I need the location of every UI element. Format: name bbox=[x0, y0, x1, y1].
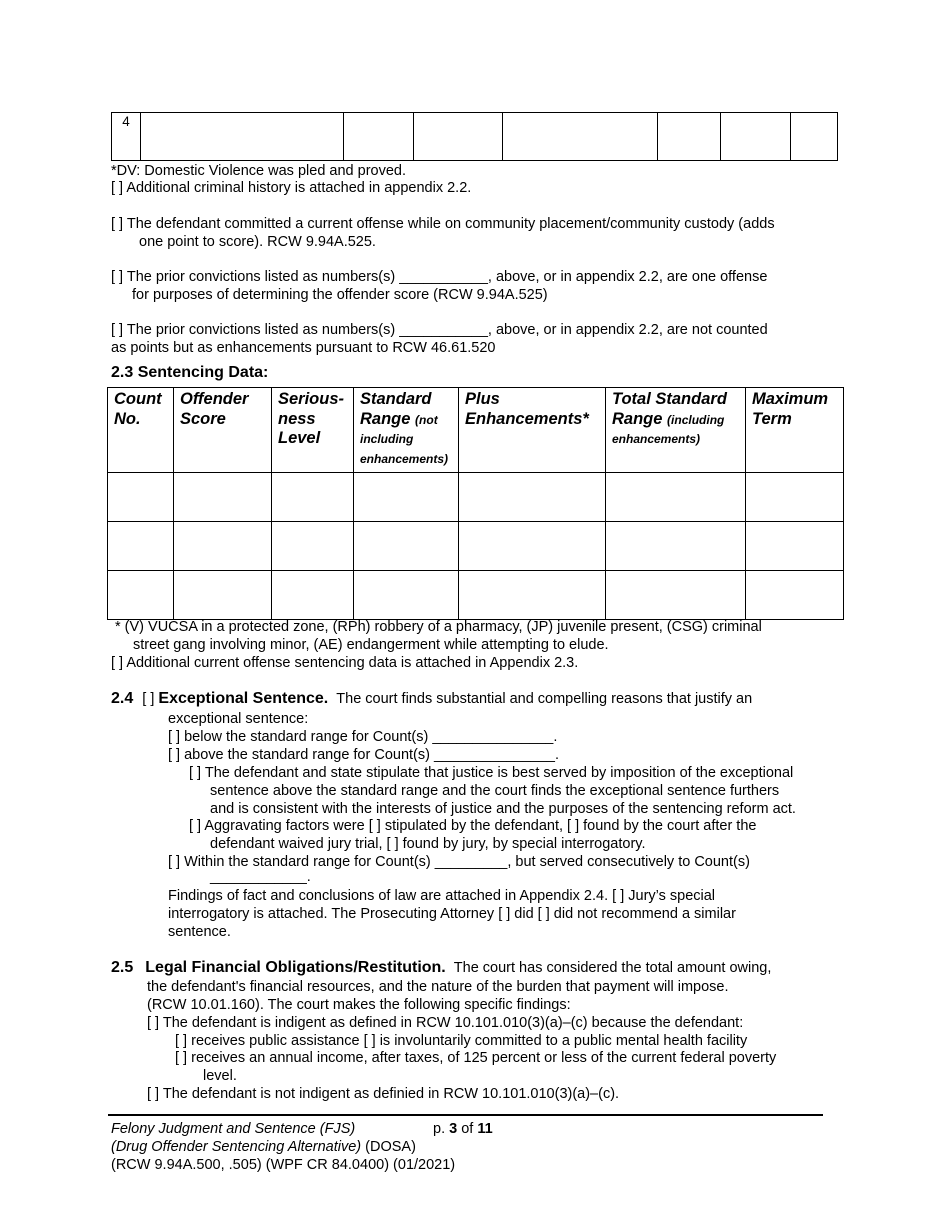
table-cell[interactable] bbox=[141, 113, 344, 161]
header-seriousness-level: Serious-ness Level bbox=[272, 388, 354, 473]
table-row bbox=[108, 522, 844, 571]
table-row bbox=[112, 113, 838, 161]
history-row-number: 4 bbox=[112, 113, 141, 161]
table-cell[interactable] bbox=[503, 113, 658, 161]
footer-subtitle: (Drug Offender Sentencing Alternative) bbox=[111, 1139, 362, 1155]
findings-text: interrogatory is attached. The Prosecuting Attorney [ ] did [ ] did not recommend a similar bbox=[168, 906, 736, 922]
table-cell[interactable] bbox=[174, 571, 272, 620]
footer-divider bbox=[108, 1114, 823, 1116]
aggravating-factors-text: defendant waived jury trial, [ ] found by jury, by special interrogatory. bbox=[210, 836, 646, 852]
lfo-intro-cont: (RCW 10.01.160). The court makes the following specific findings: bbox=[147, 997, 571, 1013]
header-plus-enhancements: Plus Enhancements* bbox=[459, 388, 606, 473]
not-indigent-checkbox[interactable]: [ ] The defendant is not indigent as definied in RCW 10.101.010(3)(a)–(c). bbox=[147, 1086, 620, 1102]
table-cell[interactable] bbox=[459, 522, 606, 571]
table-cell[interactable] bbox=[354, 571, 459, 620]
table-cell[interactable] bbox=[414, 113, 503, 161]
additional-sentencing-checkbox[interactable]: [ ] Additional current offense sentencing data is attached in Appendix 2.3. bbox=[111, 655, 579, 671]
current-page: 3 bbox=[449, 1121, 458, 1137]
within-range-checkbox[interactable]: [ ] Within the standard range for Count(s) _________, but served consecutively to Count(s) bbox=[168, 854, 750, 870]
total-pages: 11 bbox=[477, 1121, 493, 1137]
table-cell[interactable] bbox=[344, 113, 414, 161]
table-header-row bbox=[108, 388, 844, 473]
annual-income-text: level. bbox=[203, 1068, 237, 1084]
sentencing-data-heading: 2.3 Sentencing Data: bbox=[111, 364, 269, 381]
aggravating-factors-checkbox[interactable]: [ ] Aggravating factors were [ ] stipulated by the defendant, [ ] found by the court after the bbox=[189, 818, 757, 834]
exceptional-sentence-intro-cont: exceptional sentence: bbox=[168, 711, 309, 727]
stipulation-text: sentence above the standard range and the court finds the exceptional sentence furthers bbox=[210, 783, 780, 799]
table-cell[interactable] bbox=[174, 522, 272, 571]
table-cell[interactable] bbox=[272, 473, 354, 522]
table-cell[interactable] bbox=[459, 473, 606, 522]
stipulation-checkbox[interactable]: [ ] The defendant and state stipulate that justice is best served by imposition of the exceptional bbox=[189, 765, 794, 781]
page-prefix: p. bbox=[433, 1121, 446, 1137]
table-cell[interactable] bbox=[606, 473, 746, 522]
section-number: 2.4 bbox=[111, 690, 134, 707]
table-cell[interactable] bbox=[354, 473, 459, 522]
table-cell[interactable] bbox=[272, 571, 354, 620]
exceptional-sentence-section bbox=[111, 690, 851, 709]
header-maximum-term: Maximum Term bbox=[746, 388, 844, 473]
lfo-intro: The court has considered the total amount owing, bbox=[453, 960, 772, 976]
annual-income-checkbox[interactable]: [ ] receives an annual income, after taxes, of 125 percent or less of the current federal poverty bbox=[175, 1050, 777, 1066]
table-cell[interactable] bbox=[272, 522, 354, 571]
table-cell[interactable] bbox=[746, 522, 844, 571]
community-custody-checkbox[interactable]: [ ] The defendant committed a current offense while on community placement/community custody (adds bbox=[111, 216, 775, 232]
table-cell[interactable] bbox=[459, 571, 606, 620]
stipulation-text: and is consistent with the interests of justice and the purposes of the sentencing reform act. bbox=[210, 801, 796, 817]
findings-text: Findings of fact and conclusions of law are attached in Appendix 2.4. [ ] Jury’s special bbox=[168, 888, 716, 904]
criminal-history-table bbox=[111, 112, 838, 161]
table-cell[interactable] bbox=[746, 473, 844, 522]
exceptional-sentence-checkbox[interactable]: [ ] bbox=[142, 691, 155, 707]
table-row bbox=[108, 571, 844, 620]
total-range-note: (including enhancements) bbox=[612, 412, 725, 446]
below-range-checkbox[interactable]: [ ] below the standard range for Count(s) _______________. bbox=[168, 729, 558, 745]
table-cell[interactable] bbox=[174, 473, 272, 522]
footer-line-2 bbox=[111, 1139, 416, 1157]
footer-form-title: Felony Judgment and Sentence (FJS) bbox=[111, 1121, 356, 1137]
enhancement-footnote-cont: street gang involving minor, (AE) endangerment while attempting to elude. bbox=[133, 637, 609, 653]
one-offense-checkbox[interactable]: [ ] The prior convictions listed as numbers(s) ___________, above, or in appendix 2.2, are one offense bbox=[111, 269, 768, 285]
not-counted-checkbox[interactable]: [ ] The prior convictions listed as numbers(s) ___________, above, or in appendix 2.2, are not counted bbox=[111, 322, 768, 338]
table-cell[interactable] bbox=[354, 522, 459, 571]
exceptional-sentence-title: Exceptional Sentence. bbox=[158, 690, 329, 707]
footer-citation: (RCW 9.94A.500, .505) (WPF CR 84.0400) (01/2021) bbox=[111, 1157, 456, 1173]
footer-page-number bbox=[433, 1121, 493, 1139]
table-cell[interactable] bbox=[606, 571, 746, 620]
section-number: 2.5 bbox=[111, 959, 134, 976]
consecutive-count-blank[interactable]: ____________. bbox=[210, 869, 311, 885]
table-cell[interactable] bbox=[791, 113, 838, 161]
table-row bbox=[108, 473, 844, 522]
table-cell[interactable] bbox=[108, 522, 174, 571]
enhancement-footnote: * (V) VUCSA in a protected zone, (RPh) robbery of a pharmacy, (JP) juvenile present, (CSG) criminal bbox=[115, 619, 762, 635]
table-cell[interactable] bbox=[658, 113, 721, 161]
header-total-standard-range bbox=[606, 388, 746, 473]
lfo-intro-cont: the defendant's financial resources, and the nature of the burden that payment will impose. bbox=[147, 979, 729, 995]
header-offender-score: Offender Score bbox=[174, 388, 272, 473]
header-standard-range bbox=[354, 388, 459, 473]
standard-range-note: (not including enhancements) bbox=[360, 412, 449, 466]
footer-abbrev: (DOSA) bbox=[365, 1139, 416, 1155]
dv-note: *DV: Domestic Violence was pled and proved. bbox=[111, 163, 406, 179]
additional-history-checkbox[interactable]: [ ] Additional criminal history is attached in appendix 2.2. bbox=[111, 180, 472, 196]
page-of: of bbox=[461, 1121, 474, 1137]
exceptional-sentence-intro: The court finds substantial and compelling reasons that justify an bbox=[336, 691, 753, 707]
table-cell[interactable] bbox=[108, 571, 174, 620]
public-assistance-checkbox[interactable]: [ ] receives public assistance [ ] is involuntarily committed to a public mental health facility bbox=[175, 1033, 748, 1049]
header-count-no: Count No. bbox=[108, 388, 174, 473]
findings-text: sentence. bbox=[168, 924, 231, 940]
standard-range-label: Standard Range bbox=[360, 390, 432, 428]
lfo-title: Legal Financial Obligations/Restitution. bbox=[145, 959, 446, 976]
community-custody-text: one point to score). RCW 9.94A.525. bbox=[139, 234, 376, 250]
table-cell[interactable] bbox=[721, 113, 791, 161]
one-offense-text: for purposes of determining the offender score (RCW 9.94A.525) bbox=[132, 287, 548, 303]
above-range-checkbox[interactable]: [ ] above the standard range for Count(s) _______________. bbox=[168, 747, 559, 763]
table-cell[interactable] bbox=[746, 571, 844, 620]
total-range-label: Total Standard Range bbox=[612, 390, 727, 428]
table-cell[interactable] bbox=[108, 473, 174, 522]
table-cell[interactable] bbox=[606, 522, 746, 571]
lfo-section bbox=[111, 959, 851, 978]
indigent-checkbox[interactable]: [ ] The defendant is indigent as defined in RCW 10.101.010(3)(a)–(c) because the defendant: bbox=[147, 1015, 744, 1031]
not-counted-text: as points but as enhancements pursuant to RCW 46.61.520 bbox=[111, 340, 496, 356]
sentencing-data-table bbox=[107, 387, 844, 620]
